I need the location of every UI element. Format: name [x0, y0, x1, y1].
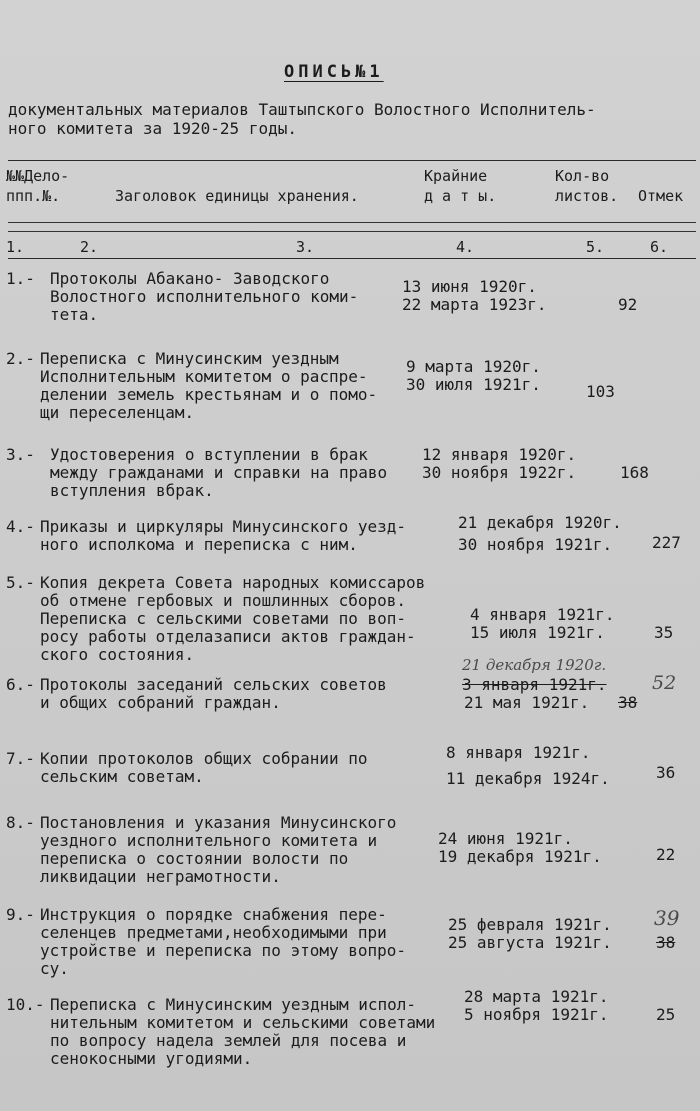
row-sheet-count: 168 — [620, 463, 649, 482]
row-dates: 4 января 1921г. 15 июля 1921г. — [470, 605, 615, 642]
column-number: 1. — [6, 238, 25, 256]
row-sheet-count: 227 — [652, 533, 681, 552]
column-number: 3. — [296, 238, 315, 256]
row-dates: 25 февраля 1921г. 25 августа 1921г. — [448, 915, 612, 952]
handwritten-sheet-count: 52 — [652, 672, 677, 694]
header-sheet-count: Кол-во листов. — [555, 167, 619, 205]
document-title: ОПИСЬ№1 — [284, 62, 384, 82]
row-title: Протоколы Абакано- Заводского Волостного исполнительного коми- тета. — [50, 269, 359, 324]
row-number: 7.- — [6, 749, 35, 768]
struck-sheet-count: 38 — [618, 693, 638, 712]
row-title: Удостоверения о вступлении в брак между гражданами и справки на право вступления вбрак. — [50, 445, 388, 500]
header-rule-2 — [8, 231, 696, 232]
row-dates: 13 июня 1920г. 22 марта 1923г. — [402, 277, 547, 314]
row-dates: 24 июня 1921г. 19 декабря 1921г. — [438, 829, 602, 866]
row-number: 6.- — [6, 675, 35, 694]
row-dates: 12 января 1920г. 30 ноября 1922г. — [422, 445, 577, 482]
column-number: 2. — [80, 238, 99, 256]
row-dates: 21 декабря 1920г. 30 ноября 1921г. — [458, 513, 622, 554]
row-number: 4.- — [6, 517, 35, 536]
row-dates: 28 марта 1921г. 5 ноября 1921г. — [464, 987, 609, 1024]
row-sheet-count: 22 — [656, 845, 676, 864]
row-number: 8.- — [6, 813, 35, 832]
table-top-rule — [8, 160, 696, 161]
row-title: Копии протоколов общих собрании по сельским советам. — [40, 749, 368, 786]
column-number-rule — [8, 258, 696, 259]
row-sheet-count: 103 — [586, 382, 615, 401]
column-number: 4. — [456, 238, 475, 256]
header-rule-1 — [8, 222, 696, 223]
row-title: Инструкция о порядке снабжения пере- селенцев предметами,необходимыми при устройстве и переписка по этому вопро- су. — [40, 905, 407, 978]
row-number: 2.- — [6, 349, 35, 368]
struck-sheet-count: 38 — [656, 933, 676, 952]
row-title: Постановления и указания Минусинского уездного исполнительного комитета и переписка о состоянии волости по ликвидации неграмотности. — [40, 813, 397, 886]
handwritten-date-correction: 21 декабря 1920г. — [462, 656, 607, 674]
row-number: 1.- — [6, 269, 35, 288]
row-title: Переписка с Минусинским уездным Исполнительным комитетом о распре- делении земель крестьянам и о помо- щи переселенцам. — [40, 349, 378, 422]
row-number: 5.- — [6, 573, 35, 592]
document-subtitle: документальных материалов Таштыпского Волостного Исполнитель- ного комитета за 1920-25 годы. — [8, 100, 596, 138]
row-number: 10.- — [6, 995, 45, 1014]
row-sheet-count: 25 — [656, 1005, 676, 1024]
row-sheet-count: 92 — [618, 295, 638, 314]
row-title: Протоколы заседаний сельских советов и общих собраний граждан. — [40, 675, 387, 712]
column-number: 5. — [586, 238, 605, 256]
header-dates: Крайние д а т ы. — [424, 167, 497, 205]
struck-date: 3 января 1921г. — [462, 675, 607, 694]
row-dates: 9 марта 1920г. 30 июля 1921г. — [406, 357, 541, 394]
column-number: 6. — [650, 238, 669, 256]
row-title: Приказы и циркуляры Минусинского уезд- ного исполкома и переписка с ним. — [40, 517, 407, 554]
header-case-number: №№Дело- ппп.№. — [6, 167, 70, 205]
row-sheet-count: 35 — [654, 623, 674, 642]
row-sheet-count: 36 — [656, 763, 676, 782]
header-remarks: Отмек — [638, 187, 684, 205]
header-title: Заголовок единицы хранения. — [115, 187, 359, 205]
row-number: 9.- — [6, 905, 35, 924]
row-title: Копия декрета Совета народных комиссаров об отмене гербовых и пошлинных сборов. Переписка с сельскими советами по воп- росу работы отделазаписи актов граждан- ского состояния. — [40, 573, 426, 664]
handwritten-sheet-count: 39 — [654, 906, 680, 930]
row-dates: 8 января 1921г. 11 декабря 1924г. — [446, 743, 610, 788]
row-end-date: 21 мая 1921г. — [464, 693, 590, 712]
row-number: 3.- — [6, 445, 35, 464]
row-title: Переписка с Минусинским уездным испол- нительным комитетом и сельскими советами по вопросу надела землей для посева и сенокосными угодиями. — [50, 995, 436, 1068]
